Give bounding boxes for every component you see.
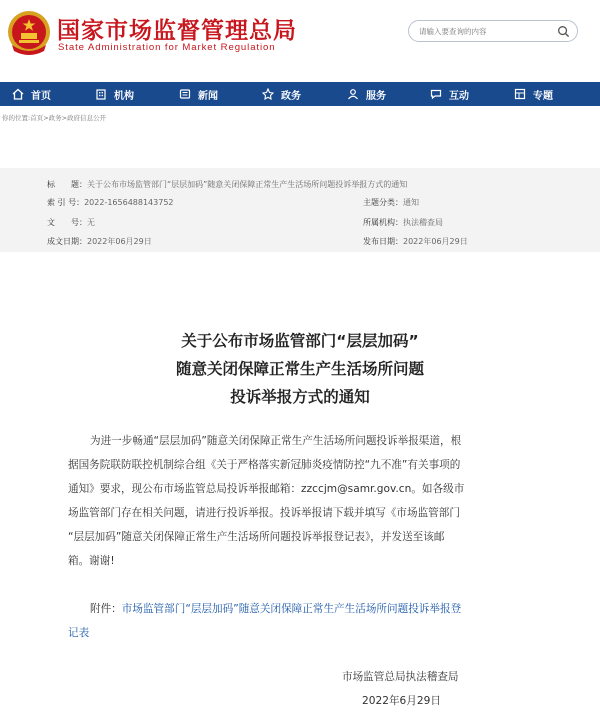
body-line-2: 据国务院联防联控机制综合组《关于严格落实新冠肺炎疫情防控“九不准”有关事项的 bbox=[68, 459, 461, 471]
info-index-row bbox=[47, 197, 174, 208]
search-input[interactable] bbox=[408, 20, 578, 42]
body-line-6: 箱。谢谢! bbox=[68, 555, 115, 567]
info-index-label: 索 引 号： bbox=[47, 198, 85, 207]
national-emblem-icon[interactable] bbox=[6, 9, 52, 57]
attachment-line-1 bbox=[90, 601, 461, 616]
attachment-link-continued[interactable]: 记表 bbox=[68, 627, 90, 639]
info-published-row bbox=[363, 236, 468, 247]
document-info-panel bbox=[0, 168, 600, 252]
service-icon bbox=[347, 88, 359, 100]
nav-label: 互动 bbox=[449, 90, 469, 102]
info-created-label: 成文日期： bbox=[47, 237, 87, 246]
search-placeholder: 请输入要查询的内容 bbox=[419, 27, 487, 36]
info-title-label: 标 题： bbox=[47, 180, 87, 189]
doc-title-line-3: 投诉举报方式的通知 bbox=[230, 388, 370, 406]
info-docno-value: 无 bbox=[87, 218, 95, 227]
doc-title-line-2: 随意关闭保障正常生产生活场所问题 bbox=[175, 360, 424, 378]
info-title-row bbox=[47, 179, 407, 190]
nav-label: 新闻 bbox=[198, 90, 218, 102]
info-created-row bbox=[47, 236, 152, 247]
body-line-4: 场监管部门存在相关问题，请进行投诉举报。投诉举报请下载并填写《市场监管部门 bbox=[68, 507, 460, 519]
nav-item-services[interactable] bbox=[347, 82, 386, 106]
main-nav bbox=[0, 82, 600, 106]
body-line-5: “层层加码”随意关闭保障正常生产生活场所问题投诉举报登记表》，并发送至该邮 bbox=[68, 531, 445, 543]
info-category-label: 主题分类： bbox=[363, 198, 403, 207]
doc-title-line-1: 关于公布市场监管部门“层层加码” bbox=[181, 332, 419, 350]
building-icon bbox=[95, 88, 107, 100]
signature-date: 2022年6月29日 bbox=[362, 695, 441, 707]
affairs-icon bbox=[262, 88, 274, 100]
site-header bbox=[0, 0, 600, 82]
nav-label: 首页 bbox=[31, 90, 51, 102]
nav-item-interaction[interactable] bbox=[430, 82, 469, 106]
info-created-value: 2022年06月29日 bbox=[87, 237, 152, 246]
search-icon[interactable] bbox=[557, 25, 570, 38]
body-line-3: 通知》要求，现公布市场监管总局投诉举报邮箱：zzccjm@samr.gov.cn。如各级市 bbox=[68, 483, 465, 495]
info-category-row bbox=[363, 197, 419, 208]
nav-item-topics[interactable] bbox=[514, 82, 553, 106]
info-org-row bbox=[363, 217, 443, 228]
interaction-icon bbox=[430, 88, 442, 100]
info-docno-label: 文 号： bbox=[47, 218, 87, 227]
signature-org: 市场监管总局执法稽查局 bbox=[342, 671, 459, 683]
body-line-1: 为进一步畅通“层层加码”随意关闭保障正常生产生活场所问题投诉举报渠道，根 bbox=[90, 435, 462, 447]
attachment-link[interactable]: 市场监管部门“层层加码”随意关闭保障正常生产生活场所问题投诉举报登 bbox=[121, 603, 462, 615]
info-org-label: 所属机构： bbox=[363, 218, 403, 227]
info-docno-row bbox=[47, 217, 95, 228]
nav-label: 专题 bbox=[533, 90, 553, 102]
nav-label: 政务 bbox=[281, 90, 301, 102]
site-subtitle: State Administration for Market Regulation bbox=[58, 42, 276, 53]
breadcrumb[interactable]: 你的位置:首页>政务>政府信息公开 bbox=[2, 114, 107, 122]
info-title-value: 关于公布市场监管部门“层层加码”随意关闭保障正常生产生活场所问题投诉举报方式的通知 bbox=[87, 180, 408, 189]
info-published-value: 2022年06月29日 bbox=[403, 237, 468, 246]
info-published-label: 发布日期： bbox=[363, 237, 403, 246]
nav-item-affairs[interactable] bbox=[262, 82, 301, 106]
topic-icon bbox=[514, 88, 526, 100]
info-org-value: 执法稽查局 bbox=[403, 218, 443, 227]
nav-label: 服务 bbox=[366, 90, 386, 102]
nav-item-home[interactable] bbox=[12, 82, 51, 106]
attachment-label: 附件： bbox=[90, 603, 122, 615]
home-icon bbox=[12, 88, 24, 100]
info-index-value: 2022-1656488143752 bbox=[84, 198, 174, 207]
info-category-value: 通知 bbox=[403, 198, 419, 207]
attachment-line-2 bbox=[68, 625, 89, 640]
nav-label: 机构 bbox=[114, 90, 134, 102]
nav-item-institutions[interactable] bbox=[95, 82, 134, 106]
site-title[interactable]: 国家市场监督管理总局 bbox=[57, 18, 297, 44]
nav-item-news[interactable] bbox=[179, 82, 218, 106]
news-icon bbox=[179, 88, 191, 100]
